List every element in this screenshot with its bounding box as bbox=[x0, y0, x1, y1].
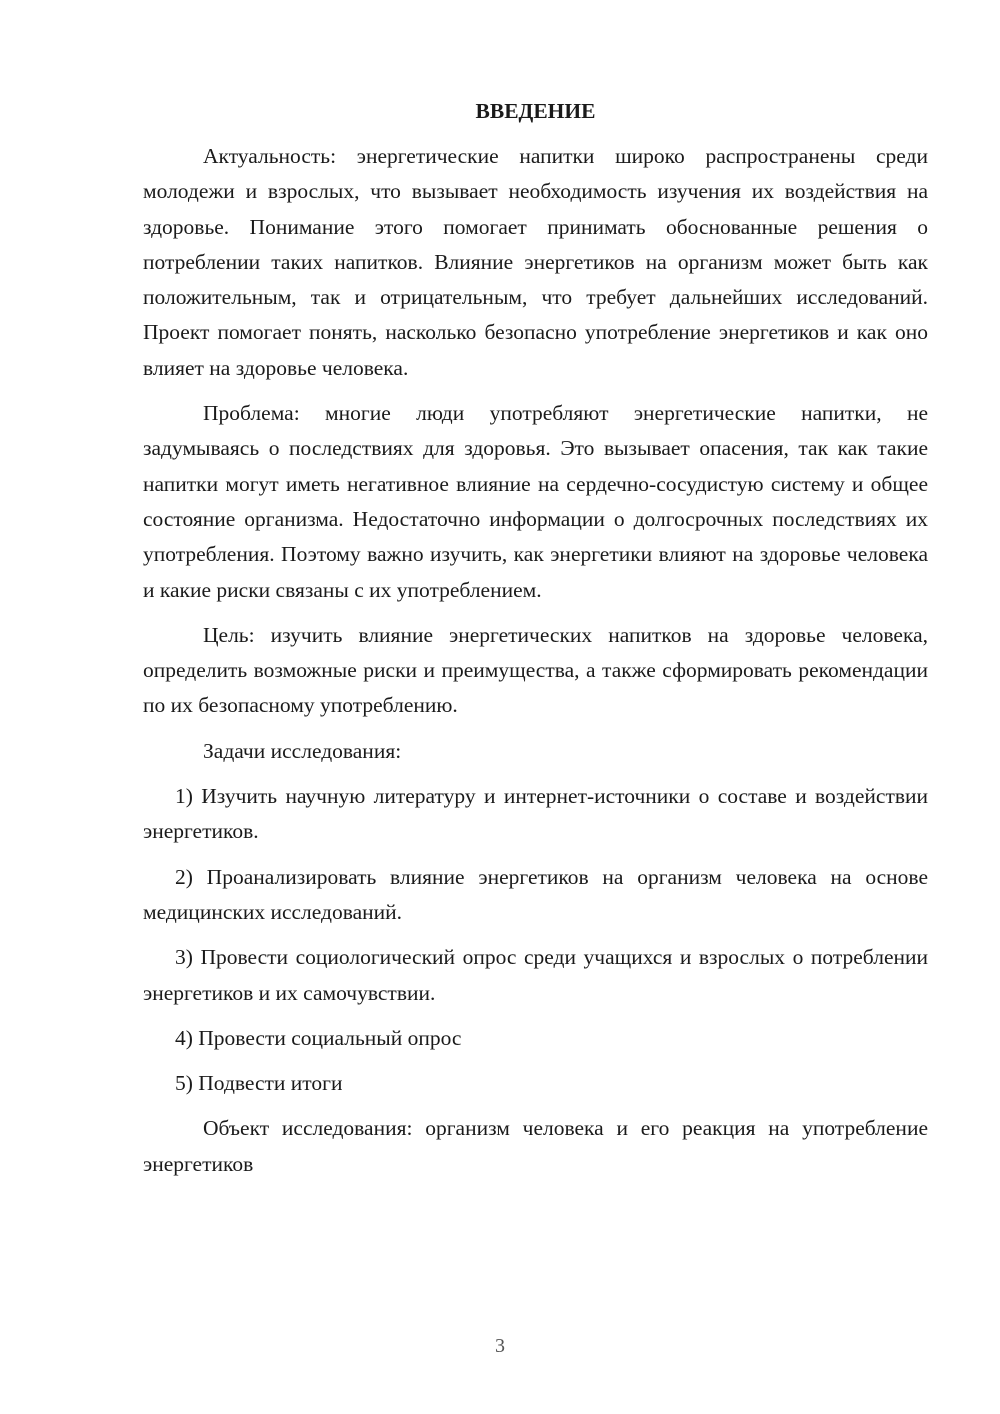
tasks-title: Задачи исследования: bbox=[203, 738, 402, 763]
object-paragraph: Объект исследования: организм человека и его реакция на употребление энергетиков bbox=[143, 1116, 928, 1176]
task-item-4: 4) Провести социальный опрос bbox=[175, 1025, 462, 1050]
task-item-5: 5) Подвести итоги bbox=[175, 1071, 343, 1096]
relevance-paragraph: Актуальность: энергетические напитки широко распространены среди молодежи и взрослых, что вызывает необходимость изучения их воздействия на здоровье. Понимание этого помогает принимать обоснованные решения о потреблении таких напитков. Влияние энергетиков на организм может быть как положительным, так и отрицательным, что требует дальнейших исследований. Проект помогает понять, насколько безопасно употребление энергетиков и как оно влияет на здоровье человека. bbox=[143, 144, 928, 380]
task-item-3: 3) Провести социологический опрос среди учащихся и взрослых о потреблении энергетиков и их самочувствии. bbox=[143, 945, 928, 1005]
task-item-2: 2) Проанализировать влияние энергетиков на организм человека на основе медицинских исследований. bbox=[143, 864, 928, 924]
task-item-1: 1) Изучить научную литературу и интернет-источники о составе и воздействии энергетиков. bbox=[143, 784, 928, 844]
section-heading: ВВЕДЕНИЕ bbox=[475, 99, 596, 123]
document-page bbox=[143, 94, 928, 1182]
page-number: 3 bbox=[495, 1335, 505, 1357]
problem-paragraph: Проблема: многие люди употребляют энергетические напитки, не задумываясь о последствиях для здоровья. Это вызывает опасения, так как такие напитки могут иметь негативное влияние на сердечно-сосудистую систему и общее состояние организма. Недостаточно информации о долгосрочных последствиях их употребления. Поэтому важно изучить, как энергетики влияют на здоровье человека и какие риски связаны с их употреблением. bbox=[143, 401, 928, 602]
goal-paragraph: Цель: изучить влияние энергетических напитков на здоровье человека, определить возможные риски и преимущества, а также сформировать рекомендации по их безопасному употреблению. bbox=[143, 622, 928, 718]
